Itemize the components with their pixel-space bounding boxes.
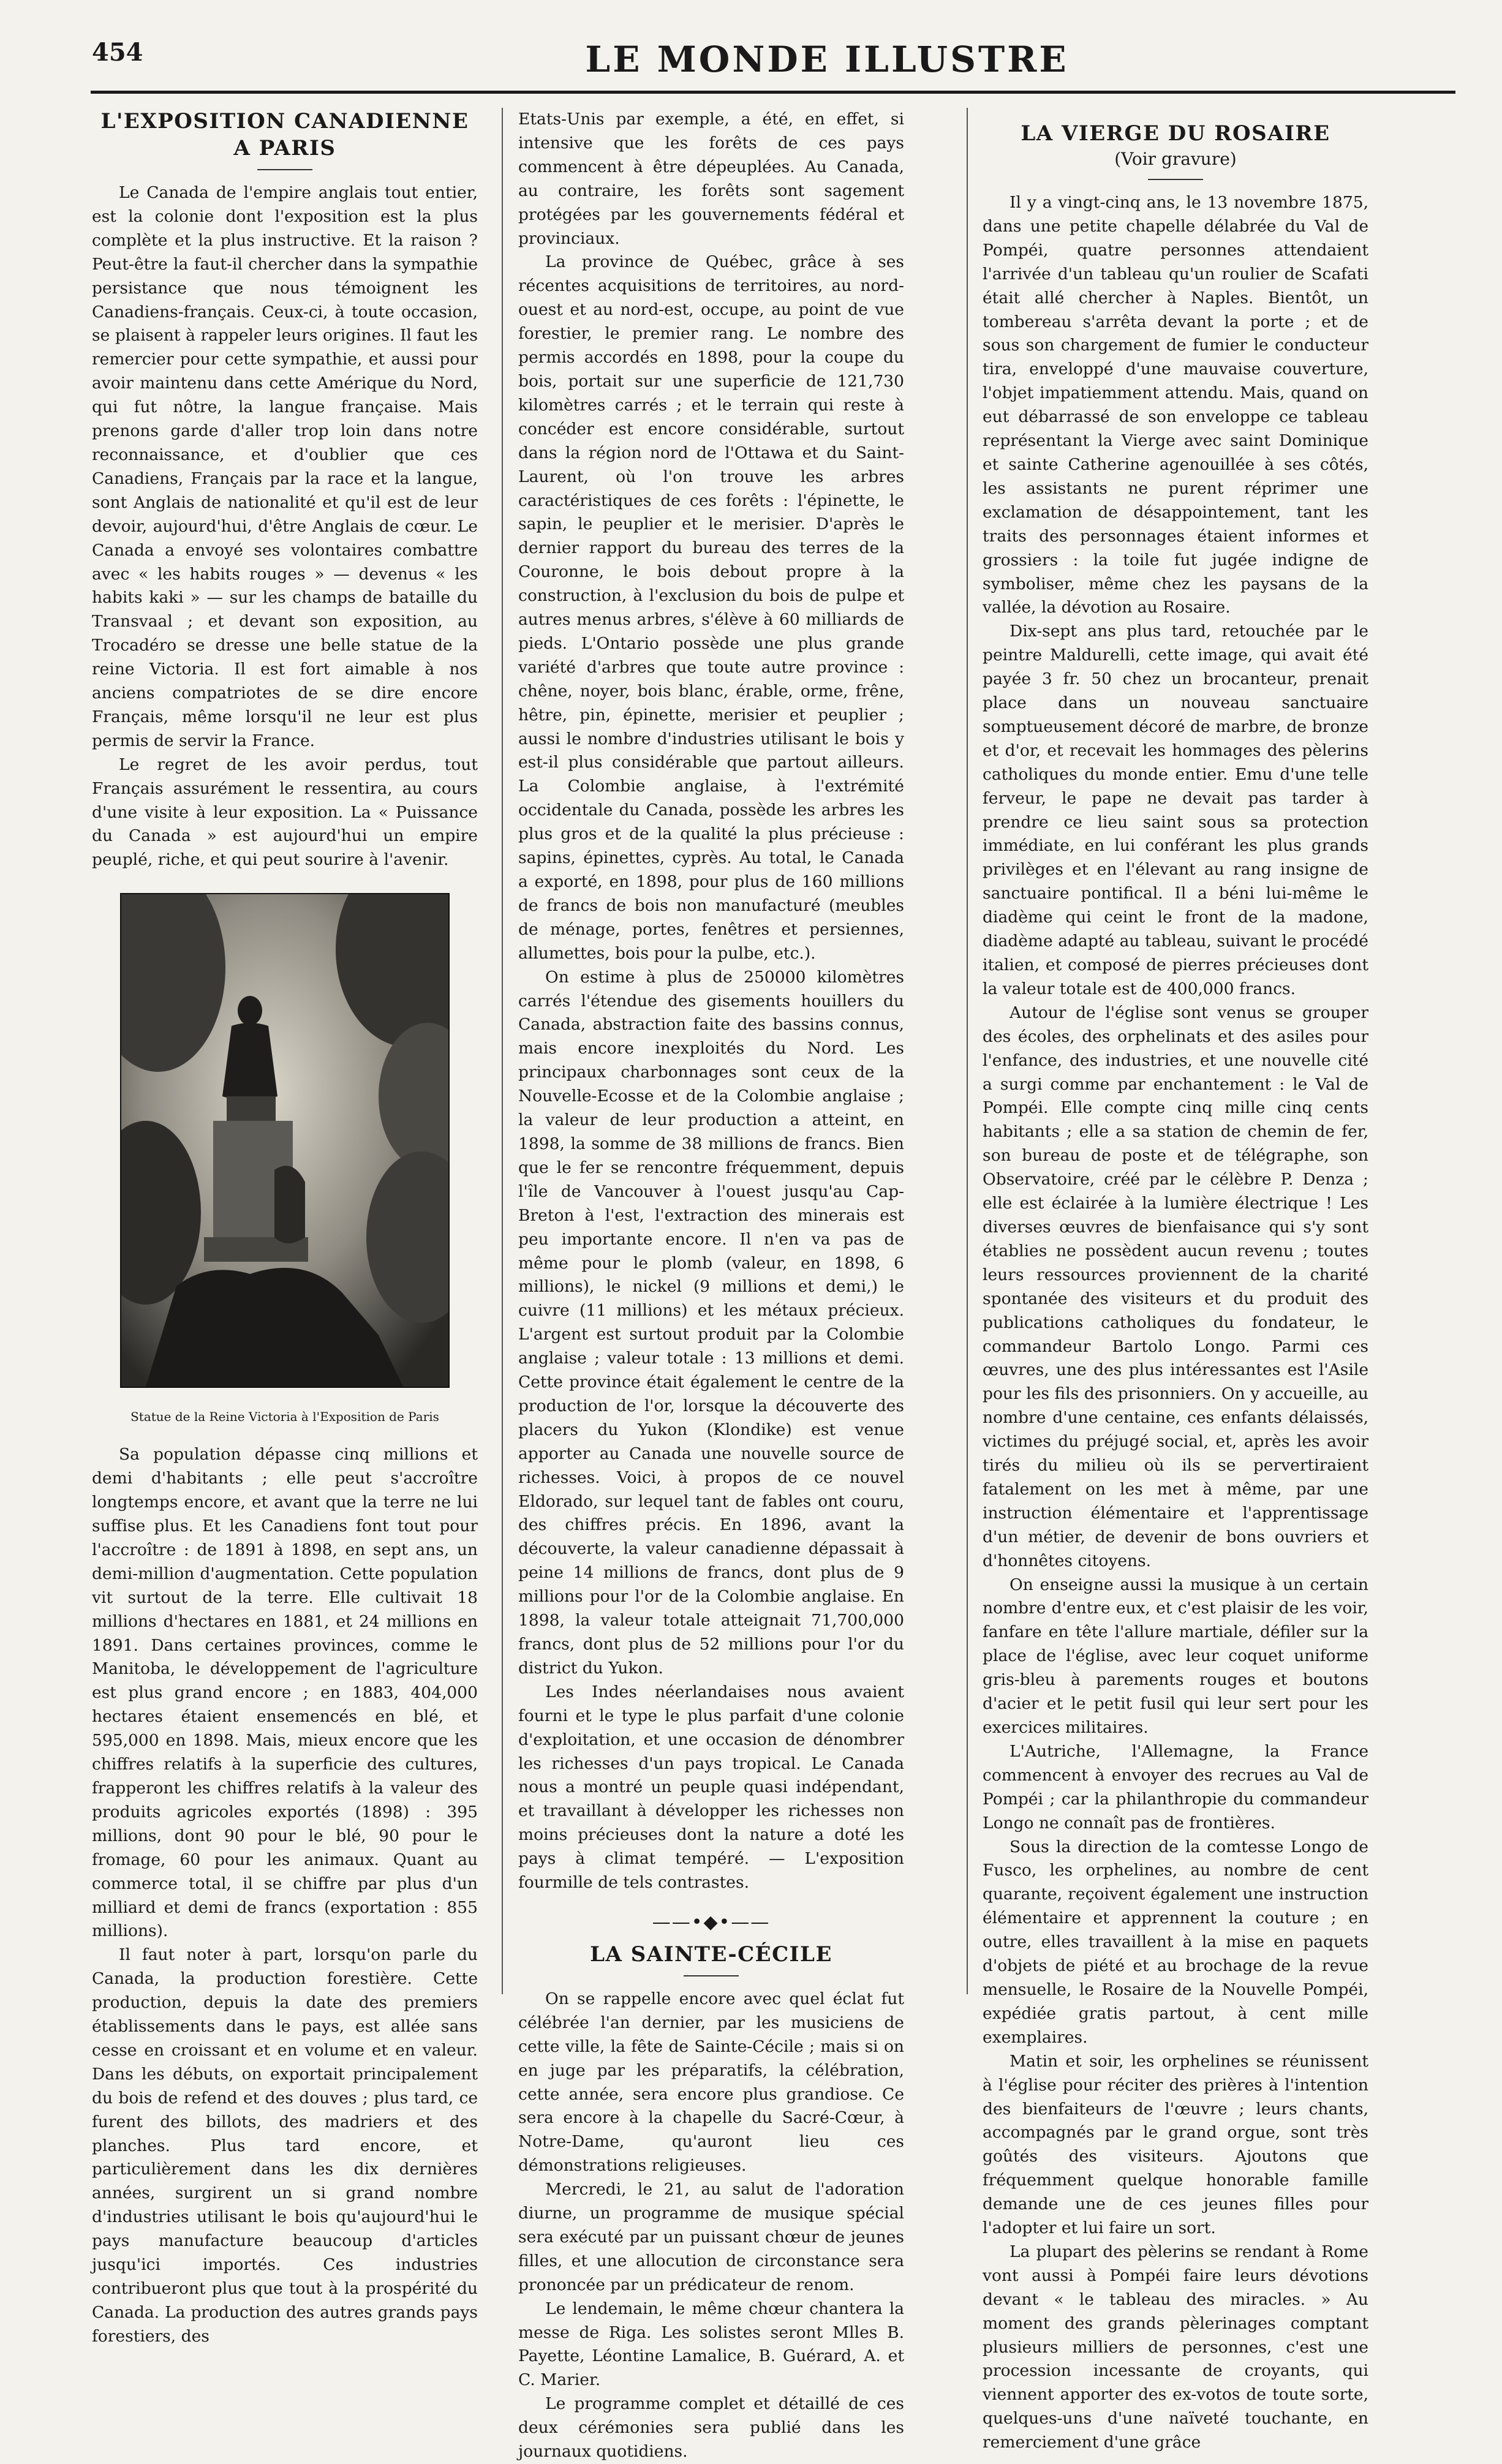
paragraph: On enseigne aussi la musique à un certain nombre d'entre eux, et c'est plaisir de les voir, fanfare en tête l'allure martiale, défiler sur la place de l'église, avec leur coquet uniforme gris-bleu à parements rouges et boutons d'acier et le petit fusil qui leur sert pour les exercices militaires. bbox=[983, 1575, 1368, 1737]
paragraph: Les Indes néerlandaises nous avaient fourni et le type le plus parfait d'une colonie d'exploitation, et une occasion de dénombrer les richesses d'un pays tropical. Le Canada nous a montré un peuple quasi indépendant, et travaillant à développer les richesses non moins précieuses dont la nature a doté les pays à climat tempéré. — L'exposition fourmille de tels contrastes. bbox=[518, 1682, 904, 1893]
article-title-exposition: L'EXPOSITION CANADIENNE A PARIS bbox=[100, 109, 469, 160]
paragraph: L'Autriche, l'Allemagne, la France commencent à envoyer des recrues au Val de Pompéi ; car la philanthropie du commandeur Longo ne connaît pas de frontières. bbox=[983, 1741, 1368, 1833]
paragraph: Sa population dépasse cinq millions et demi d'habitants ; elle peut s'accroître longtemps encore, et avant que la terre ne lui suffise plus. Et les Canadiens font tout pour l'accroître : de 1891 à 1898, en sept ans, un demi-million d'augmentation. Cette population vit surtout de la terre. Elle cultivait 18 millions d'hectares en 1881, et 24 millions en 1891. Dans certaines provinces, comme le Manitoba, le développement de l'agriculture est plus grand encore ; en 1883, 404,000 hectares étaient ensemencés en blé, et 595,000 en 1898. Mais, mieux encore que les chiffres relatifs à la superficie des cultures, frapperont les chiffres relatifs à la valeur des produits agricoles exportés (1898) : 395 millions, dont 90 pour le blé, 90 pour le fromage, 60 pour les animaux. Quant au commerce total, il se chiffre par plus d'un milliard et demi de francs (exportation : 855 millions). bbox=[92, 1445, 478, 1941]
title-rule bbox=[684, 1975, 739, 1976]
paragraph: Etats-Unis par exemple, a été, en effet, si intensive que les forêts de ces pays commencent à être dépeuplées. Au Canada, au contraire, les forêts sont sagement protégées par les gouvernements fédéral et provinciaux. bbox=[518, 110, 904, 248]
column-1 bbox=[92, 108, 478, 2349]
paragraph: La plupart des pèlerins se rendant à Rome vont aussi à Pompéi faire leurs dévotions devant « le tableau des miracles. » Au moment des grands pèlerinages comptant plusieurs milliers de personnes, c'est une procession incessante de croyants, qui viennent apporter des ex-votos de toute sorte, quelques-uns d'une naïveté touchante, en remerciement d'une grâce bbox=[983, 2242, 1368, 2452]
title-rule bbox=[1148, 179, 1203, 180]
paragraph: Dix-sept ans plus tard, retouchée par le peintre Maldurelli, cette image, qui avait été payée 3 fr. 50 chez un brocanteur, prenait place dans un nouveau sanctuaire somptueusement décoré de marbre, de bronze et d'or, et recevait les hommages des pèlerins catholiques du monde entier. Emu d'une telle ferveur, le pape ne devait pas tarder à prendre ce lieu saint sous sa protection immédiate, en lui conférant les plus grands privilèges et en l'élevant au rang insigne de sanctuaire pontifical. Il a béni lui-même le diadème qui ceint le front de la madone, diadème adapté au tableau, suivant le procédé italien, et composé de pierres précieuses dont la valeur totale est de 400,000 francs. bbox=[983, 622, 1368, 998]
column-divider-1 bbox=[502, 108, 503, 1994]
paragraph: Le regret de les avoir perdus, tout Français assurément le ressentira, au cours d'une visite à leur exposition. La « Puissance du Canada » est aujourd'hui un empire peuplé, riche, et qui peut sourire à l'avenir. bbox=[92, 755, 478, 870]
page-number: 454 bbox=[92, 38, 143, 67]
figure-statue bbox=[92, 893, 478, 1426]
article-title-vierge-du-rosaire: LA VIERGE DU ROSAIRE bbox=[1021, 121, 1330, 146]
column-3 bbox=[983, 108, 1368, 2455]
paragraph: Matin et soir, les orphelines se réunissent à l'église pour réciter des prières à l'intention des bienfaiteurs de l'œuvre ; leurs chants, accompagnés par le grand orgue, sont très goûtés des visiteurs. Ajoutons que fréquemment quelque honorable famille demande une de ces jeunes filles pour l'adopter et lui faire un sort. bbox=[983, 2051, 1368, 2238]
paragraph: Le lendemain, le même chœur chantera la messe de Riga. Les solistes seront Mlles B. Payette, Léontine Lamalice, B. Guérard, A. et C. Marier. bbox=[518, 2299, 904, 2390]
title-rule bbox=[257, 169, 312, 170]
masthead: LE MONDE ILLUSTRE bbox=[585, 39, 1069, 80]
article-title-sainte-cecile: LA SAINTE-CÉCILE bbox=[590, 1942, 832, 1967]
paragraph: On estime à plus de 250000 kilomètres carrés l'étendue des gisements houillers du Canada, abstraction faite des bassins connus, mais encore inexploités du Nord. Les principaux charbonnages sont ceux de la Nouvelle-Ecosse et de la Colombie anglaise ; la valeur de leur production a atteint, en 1898, la somme de 38 millions de francs. Bien que le fer se rencontre fréquemment, depuis l'île de Vancouver à l'ouest jusqu'au Cap-Breton à l'est, l'extraction des minerais est peu importante encore. Il n'en va pas de même pour le plomb (valeur, en 1898, 6 millions), le nickel (9 millions et demi,) le cuivre (11 millions) et les métaux précieux. L'argent est surtout produit par la Colombie anglaise ; valeur totale : 13 millions et demi. Cette province était également le centre de la production de l'or, lorsque la découverte des placers du Yukon (Klondike) est venue apporter au Canada une nouvelle source de richesses. Voici, à propos de ce nouvel Eldorado, sur lequel tant de fables ont couru, des chiffres précis. En 1896, avant la découverte, la valeur canadienne dépassait à peine 14 millions de francs, dont plus de 9 millions pour l'or de la Colombie anglaise. En 1898, la valeur totale atteignait 71,700,000 francs, dont plus de 52 millions pour l'or du district du Yukon. bbox=[518, 967, 904, 1678]
paragraph: Le Canada de l'empire anglais tout entier, est la colonie dont l'exposition est la plus complète et la plus instructive. Et la raison ? Peut-être la faut-il chercher dans la sympathie persistance que nous témoignent les Canadiens-français. Ceux-ci, à toute occasion, se plaisent à rappeler leurs origines. Il faut les remercier pour cette sympathie, et aussi pour avoir maintenu dans cette Amérique du Nord, qui fut nôtre, la langue française. Mais prenons garde d'aller trop loin dans notre reconnaissance, et d'oublier que ces Canadiens, Français par la race et la langue, sont Anglais de nationalité et qu'il est de leur devoir, aujourd'hui, d'être Anglais de cœur. Le Canada a envoyé ses volontaires combattre avec « les habits rouges » — devenus « les habits kaki » — sur les champs de bataille du Transvaal ; et devant son exposition, au Trocadéro se dresse une belle statue de la reine Victoria. Il est fort aimable à nos anciens compatriotes de se dire encore Français, même lorsqu'il ne leur est plus permis de servir la France. bbox=[92, 183, 478, 750]
article-subtitle: (Voir gravure) bbox=[1114, 149, 1237, 169]
statue-photo bbox=[120, 893, 450, 1388]
paragraph: Il faut noter à part, lorsqu'on parle du Canada, la production forestière. Cette production, depuis la date des premiers établissements dans le pays, est allée sans cesse en croissant et en volume et en valeur. Dans les débuts, on exportait principalement du bois de refend et des douves ; plus tard, ce furent des billots, des madriers et des planches. Plus tard encore, et particulièrement dans les dix dernières années, surgirent un si grand nombre d'industries utilisant le bois qu'aujourd'hui le pays manufacture beaucoup d'articles jusqu'ici importés. Ces industries contribueront plus que tout à la prospérité du Canada. La production des autres grands pays forestiers, des bbox=[92, 1945, 478, 2346]
section-ornament: ——•◆•—— bbox=[652, 1911, 771, 1933]
paragraph: Mercredi, le 21, au salut de l'adoration diurne, un programme de musique spécial sera exécuté par un puissant chœur de jeunes filles, et une allocution de circonstance sera prononcée par un prédicateur de renom. bbox=[518, 2180, 904, 2294]
paragraph: Sous la direction de la comtesse Longo de Fusco, les orphelines, au nombre de cent quarante, reçoivent également une instruction élémentaire et apprennent la couture ; en outre, elles travaillent à la mise en paquets d'objets de piété et au brochage de la revue mensuelle, le Rosaire de la Nouvelle Pompéi, expédiée gratis partout, à cent mille exemplaires. bbox=[983, 1837, 1368, 2047]
figure-caption: Statue de la Reine Victoria à l'Exposition de Paris bbox=[130, 1409, 439, 1425]
paragraph: Le programme complet et détaillé de ces deux cérémonies sera publié dans les journaux quotidiens. bbox=[518, 2394, 904, 2462]
paragraph: Autour de l'église sont venus se grouper des écoles, des orphelinats et des asiles pour l'enfance, des industries, et une nouvelle cité a surgi comme par enchantement : le Val de Pompéi. Elle compte cinq mille cinq cents habitants ; elle a sa station de chemin de fer, son bureau de poste et de télégraphe, son Observatoire, créé par le célèbre P. Denza ; elle est éclairée à la lumière électrique ! Les diverses œuvres de bienfaisance qui s'y sont établies ne possèdent aucun revenu ; toutes leurs ressources proviennent de la charité spontanée des visiteurs et du produit des publications catholiques du fondateur, le commandeur Bartolo Longo. Parmi ces œuvres, une des plus intéressantes est l'Asile pour les fils des prisonniers. On y accueille, au nombre d'une centaine, ces enfants délaissés, victimes du préjugé social, et, après les avoir tirés du milieu où ils se pervertiraient fatalement on les met à même, par une instruction élémentaire et l'apprentissage d'un métier, de devenir de bons ouvriers et d'honnêtes citoyens. bbox=[983, 1003, 1368, 1570]
paragraph: La province de Québec, grâce à ses récentes acquisitions de territoires, au nord-ouest et au nord-est, occupe, au point de vue forestier, le premier rang. Le nombre des permis accordés en 1898, pour la coupe du bois, portait sur une superficie de 121,730 kilomètres carrés ; et le terrain qui reste à concéder est encore considérable, surtout dans la région nord de l'Ottawa et du Saint-Laurent, où l'on trouve les arbres caractéristiques de ces forêts : l'épinette, le sapin, le peuplier et le merisier. D'après le dernier rapport du bureau des terres de la Couronne, le bois debout propre à la construction, à l'exclusion du bois de pulpe et autres menus arbres, s'élève à 60 milliards de pieds. L'Ontario possède une plus grande variété d'arbres que toute autre province : chêne, noyer, bois blanc, érable, orme, frêne, hêtre, pin, épinette, merisier et peuplier ; aussi le nombre d'industries utilisant le bois y est-il plus considérable que partout ailleurs. La Colombie anglaise, à l'extrémité occidentale du Canada, possède les arbres les plus gros et de la qualité la plus précieuse : sapins, épinettes, cyprès. Au total, le Canada a exporté, en 1898, pour plus de 160 millions de francs de bois non manufacturé (meubles de ménage, portes, fenêtres et persiennes, allumettes, bois pour la pulbe, etc.). bbox=[518, 252, 904, 963]
column-divider-2 bbox=[967, 108, 968, 1994]
paragraph: Il y a vingt-cinq ans, le 13 novembre 1875, dans une petite chapelle délabrée du Val de Pompéi, quatre personnes attendaient l'arrivée d'un tableau qu'un roulier de Scafati était allé chercher à Naples. Bientôt, un tombereau s'arrêta devant la porte ; et de sous son chargement de fumier le conducteur tira, enveloppé d'une mauvaise couverture, l'objet impatiemment attendu. Mais, quand on eut débarrassé de son enveloppe ce tableau représentant la Vierge avec saint Dominique et sainte Catherine agenouillée à ses côtés, les assistants ne purent réprimer une exclamation de désappointement, tant les traits des personnages étaient informes et grossiers : la toile fut jugée indigne de symboliser, même chez les paysans de la vallée, la dévotion au Rosaire. bbox=[983, 193, 1368, 617]
paragraph: On se rappelle encore avec quel éclat fut célébrée l'an dernier, par les musiciens de cette ville, la fête de Sainte-Cécile ; mais si on en juge par les préparatifs, la célébration, cette année, sera encore plus grandiose. Ce sera encore à la chapelle du Sacré-Cœur, à Notre-Dame, qu'auront lieu ces démonstrations religieuses. bbox=[518, 1989, 904, 2176]
header-rule bbox=[91, 91, 1455, 94]
column-2 bbox=[518, 108, 904, 2464]
